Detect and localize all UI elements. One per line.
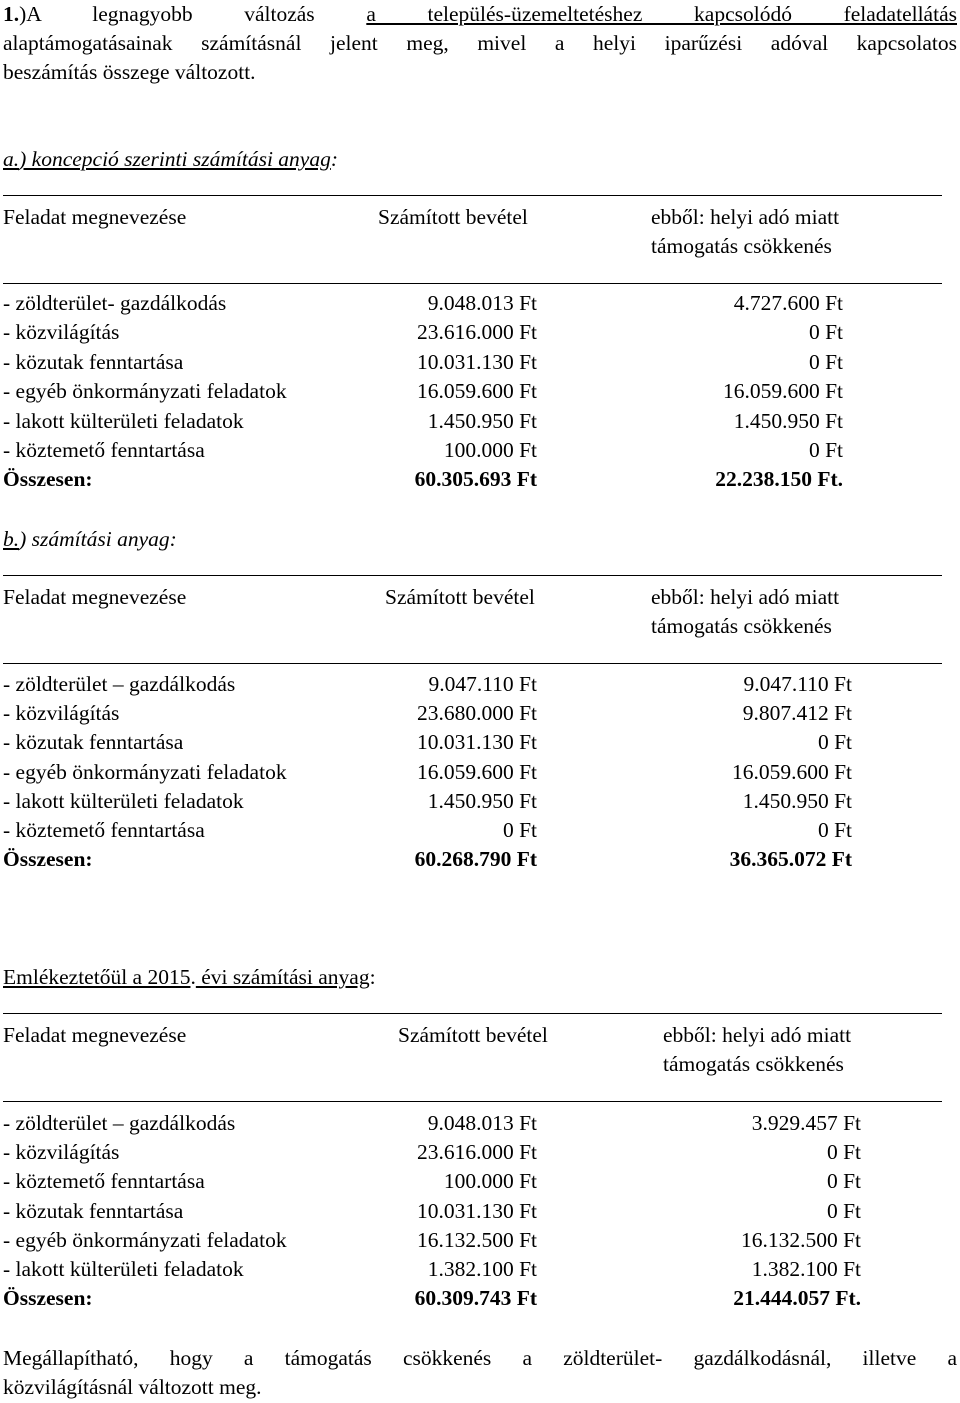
- intro-line-1: [3, 4, 957, 26]
- table-row-reduction: 1.382.100 Ft: [751, 1257, 861, 1281]
- section-a-header-revenue: Számított bevétel: [378, 205, 528, 229]
- section-2015-header-reduction-2: támogatás csökkenés: [663, 1052, 844, 1076]
- table-row-task: - közutak fenntartása: [3, 730, 184, 755]
- section-2015-header-revenue: Számított bevétel: [398, 1023, 548, 1047]
- table-row-revenue: 23.616.000 Ft: [416, 1140, 537, 1165]
- section-b-title: ) számítási anyag:: [19, 527, 177, 551]
- table-row-revenue: 16.059.600 Ft: [416, 759, 537, 784]
- intro-underlined-phrase: a település-üzemeltetéshez kapcsolódó feladatellátás: [366, 2, 957, 26]
- section-a-header-reduction-2: támogatás csökkenés: [651, 234, 832, 258]
- section-b-header-revenue: Számított bevétel: [385, 585, 535, 609]
- section-2015-header-rule: [3, 1101, 942, 1102]
- table-row-revenue: 23.680.000 Ft: [416, 701, 537, 726]
- table-row-task: - közvilágítás: [3, 320, 120, 345]
- section-2015-title-part1: Emlékeztetőül a 2015: [3, 965, 191, 989]
- table-row-reduction: 4.727.600 Ft: [733, 291, 843, 315]
- table-row-task: - közutak fenntartása: [3, 1198, 184, 1223]
- section-b-header-reduction-2: támogatás csökkenés: [651, 614, 832, 638]
- table-row-task: - lakott külterületi feladatok: [3, 788, 244, 813]
- total-revenue: 60.268.790 Ft: [414, 847, 537, 872]
- total-label: Összesen:: [3, 467, 93, 492]
- table-row-reduction: 0 Ft: [817, 730, 852, 755]
- section-a-prefix: a.: [3, 147, 20, 171]
- table-row-task: - közutak fenntartása: [3, 349, 184, 374]
- table-row-task: - köztemető fenntartása: [3, 438, 205, 462]
- table-row-task: - egyéb önkormányzati feladatok: [3, 379, 287, 404]
- table-row-revenue: 1.450.950 Ft: [427, 408, 537, 433]
- table-row-revenue: 100.000 Ft: [443, 1169, 537, 1194]
- table-row-revenue: 100.000 Ft: [443, 438, 537, 462]
- conclusion-line-1: Megállapítható, hogy a támogatás csökkenés a zöldterület- gazdálkodásnál, illetve a: [3, 1346, 957, 1370]
- table-row-reduction: 0 Ft: [826, 1198, 861, 1223]
- table-row-revenue: 16.059.600 Ft: [416, 379, 537, 404]
- section-b-top-rule: [3, 575, 942, 576]
- table-row-task: - köztemető fenntartása: [3, 818, 205, 842]
- intro-line-3: beszámítás összege változott.: [3, 60, 256, 84]
- table-row-reduction: 3.929.457 Ft: [751, 1111, 861, 1135]
- table-row-revenue: 10.031.130 Ft: [416, 730, 537, 755]
- table-row-task: - egyéb önkormányzati feladatok: [3, 1227, 287, 1252]
- table-row-task: - köztemető fenntartása: [3, 1169, 205, 1194]
- table-row-revenue: 1.382.100 Ft: [427, 1257, 537, 1281]
- section-a-top-rule: [3, 195, 942, 196]
- total-reduction: 36.365.072 Ft: [729, 847, 852, 872]
- section-a-colon: :: [330, 147, 339, 171]
- total-reduction: 22.238.150 Ft.: [715, 467, 843, 492]
- table-row-task: - zöldterület – gazdálkodás: [3, 1111, 236, 1135]
- table-row-revenue: 10.031.130 Ft: [416, 1198, 537, 1223]
- total-label: Összesen:: [3, 1286, 93, 1311]
- table-row-reduction: 0 Ft: [808, 349, 843, 374]
- table-row-revenue: 9.047.110 Ft: [428, 672, 537, 696]
- table-row-reduction: 9.047.110 Ft: [743, 672, 852, 696]
- table-row-task: - lakott külterületi feladatok: [3, 1257, 244, 1281]
- table-row-reduction: 0 Ft: [817, 818, 852, 842]
- section-b-heading: [3, 529, 177, 551]
- conclusion-line-2: közvilágításnál változott meg.: [3, 1375, 262, 1399]
- section-2015-top-rule: [3, 1013, 942, 1014]
- section-2015-title-colon: :: [369, 965, 376, 989]
- total-revenue: 60.309.743 Ft: [414, 1286, 537, 1311]
- table-row-task: - egyéb önkormányzati feladatok: [3, 759, 287, 784]
- table-row-revenue: 9.048.013 Ft: [427, 291, 537, 315]
- total-label: Összesen:: [3, 847, 93, 872]
- table-row-reduction: 0 Ft: [826, 1169, 861, 1194]
- section-a-title: ) koncepció szerinti számítási anyag: [19, 147, 331, 171]
- table-row-revenue: 1.450.950 Ft: [427, 788, 537, 813]
- intro-line-2: alaptámogatásainak számításnál jelent meg, mivel a helyi iparűzési adóval kapcsolatos: [3, 31, 957, 55]
- table-row-reduction: 9.807.412 Ft: [742, 701, 852, 726]
- table-row-reduction: 16.132.500 Ft: [740, 1227, 861, 1252]
- table-row-revenue: 10.031.130 Ft: [416, 349, 537, 374]
- table-row-reduction: 1.450.950 Ft: [742, 788, 852, 813]
- section-b-prefix: b.: [3, 527, 20, 551]
- section-b-header-rule: [3, 663, 942, 664]
- table-row-reduction: 0 Ft: [808, 438, 843, 462]
- table-row-task: - zöldterület- gazdálkodás: [3, 291, 227, 315]
- section-2015-heading: [3, 967, 376, 989]
- table-row-task: - közvilágítás: [3, 1140, 120, 1165]
- table-row-reduction: 0 Ft: [826, 1140, 861, 1165]
- section-b-header-reduction-1: ebből: helyi adó miatt: [651, 585, 840, 609]
- intro-number: 1.: [3, 2, 20, 26]
- intro-text-start: )A legnagyobb változás: [19, 2, 367, 26]
- section-a-header-reduction-1: ebből: helyi adó miatt: [651, 205, 840, 229]
- section-b-header-task: Feladat megnevezése: [3, 585, 187, 609]
- section-a-header-task: Feladat megnevezése: [3, 205, 187, 229]
- table-row-task: - lakott külterületi feladatok: [3, 408, 244, 433]
- table-row-task: - közvilágítás: [3, 701, 120, 726]
- table-row-task: - zöldterület – gazdálkodás: [3, 672, 236, 696]
- table-row-revenue: 23.616.000 Ft: [416, 320, 537, 345]
- section-2015-title-dot: .: [190, 965, 196, 989]
- table-row-reduction: 16.059.600 Ft: [722, 379, 843, 404]
- table-row-revenue: 9.048.013 Ft: [427, 1111, 537, 1135]
- section-a-heading: [3, 149, 338, 171]
- section-2015-title-part2: évi számítási anyag: [195, 965, 370, 989]
- table-row-revenue: 0 Ft: [502, 818, 537, 842]
- section-2015-header-reduction-1: ebből: helyi adó miatt: [663, 1023, 852, 1047]
- table-row-reduction: 1.450.950 Ft: [733, 408, 843, 433]
- table-row-reduction: 0 Ft: [808, 320, 843, 345]
- table-row-revenue: 16.132.500 Ft: [416, 1227, 537, 1252]
- section-a-header-rule: [3, 283, 942, 284]
- total-revenue: 60.305.693 Ft: [414, 467, 537, 492]
- section-2015-header-task: Feladat megnevezése: [3, 1023, 187, 1047]
- total-reduction: 21.444.057 Ft.: [733, 1286, 861, 1311]
- table-row-reduction: 16.059.600 Ft: [731, 759, 852, 784]
